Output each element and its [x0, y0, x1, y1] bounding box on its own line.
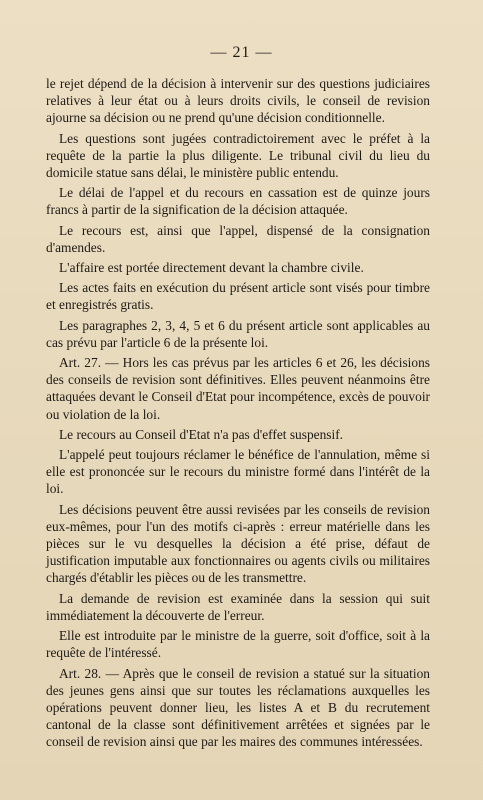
paragraph-demande-revision: La demande de revision est examinée dans la session qui suit immédiatement la découverte de l'erreur.	[46, 590, 430, 623]
page-number: — 21 —	[210, 44, 273, 61]
body-text	[46, 75, 430, 751]
paragraph-article-28: Art. 28. — Après que le conseil de revision a statué sur la situation des jeunes gens ainsi que sur toutes les réclamations auxquelles les opérations peuvent donner lieu, les listes A et B du recrutement cantonal de la classe sont définitivement arrêtées et signées par le conseil de revision ainsi que par les maires des communes intéressées.	[46, 665, 430, 750]
paragraph-paragraphes-applicables: Les paragraphes 2, 3, 4, 5 et 6 du présent article sont applicables au cas prévu par l'article 6 de la présente loi.	[46, 317, 430, 350]
paragraph-dispense-consignation: Le recours est, ainsi que l'appel, dispensé de la consignation d'amendes.	[46, 222, 430, 255]
paragraph-article-27: Art. 27. — Hors les cas prévus par les articles 6 et 26, les décisions des conseils de revision sont définitives. Elles peuvent néanmoins être attaquées devant le Conseil d'Etat pour incompétence, excès de pouvoir ou violation de la loi.	[46, 355, 430, 422]
paragraph-recours-non-suspensif: Le recours au Conseil d'Etat n'a pas d'effet suspensif.	[59, 426, 344, 442]
paragraph-annulation: L'appelé peut toujours réclamer le bénéfice de l'annulation, même si elle est prononcée sur le recours du ministre formé dans l'intérêt de la loi.	[46, 447, 430, 497]
paragraph-questions-contradictoires: Les questions sont jugées contradictoirement avec le préfet à la requête de la partie la plus diligente. Le tribunal civil du lieu du domicile statue sans délai, le ministère public entendu.	[46, 130, 430, 181]
paragraph-introduction-demande: Elle est introduite par le ministre de la guerre, soit d'office, soit à la requête de l'intéressé.	[46, 628, 430, 661]
paragraph-chambre-civile: L'affaire est portée directement devant la chambre civile.	[59, 260, 364, 276]
paragraph-timbre-enregistrement: Les actes faits en exécution du présent article sont visés pour timbre et enregistrés gratis.	[46, 280, 430, 313]
paragraph-delai-appel: Le délai de l'appel et du recours en cassation est de quinze jours francs à partir de la signification de la décision attaquée.	[46, 185, 430, 218]
paragraph-decisions-revisees: Les décisions peuvent être aussi revisées par les conseils de revision eux-mêmes, pour l'un des motifs ci-après : erreur matérielle dans les pièces sur le vu desquelles la décision a été prise, défaut de justification imputable aux fonctionnaires ou agents civils ou militaires chargés d'établir les pièces ou de les transmettre.	[46, 501, 430, 586]
paragraph-continuation: le rejet dépend de la décision à intervenir sur des questions judiciaires relatives à leur état ou à leurs droits civils, le conseil de revision ajourne sa décision ou ne prend qu'une décision conditionnelle.	[46, 76, 430, 126]
